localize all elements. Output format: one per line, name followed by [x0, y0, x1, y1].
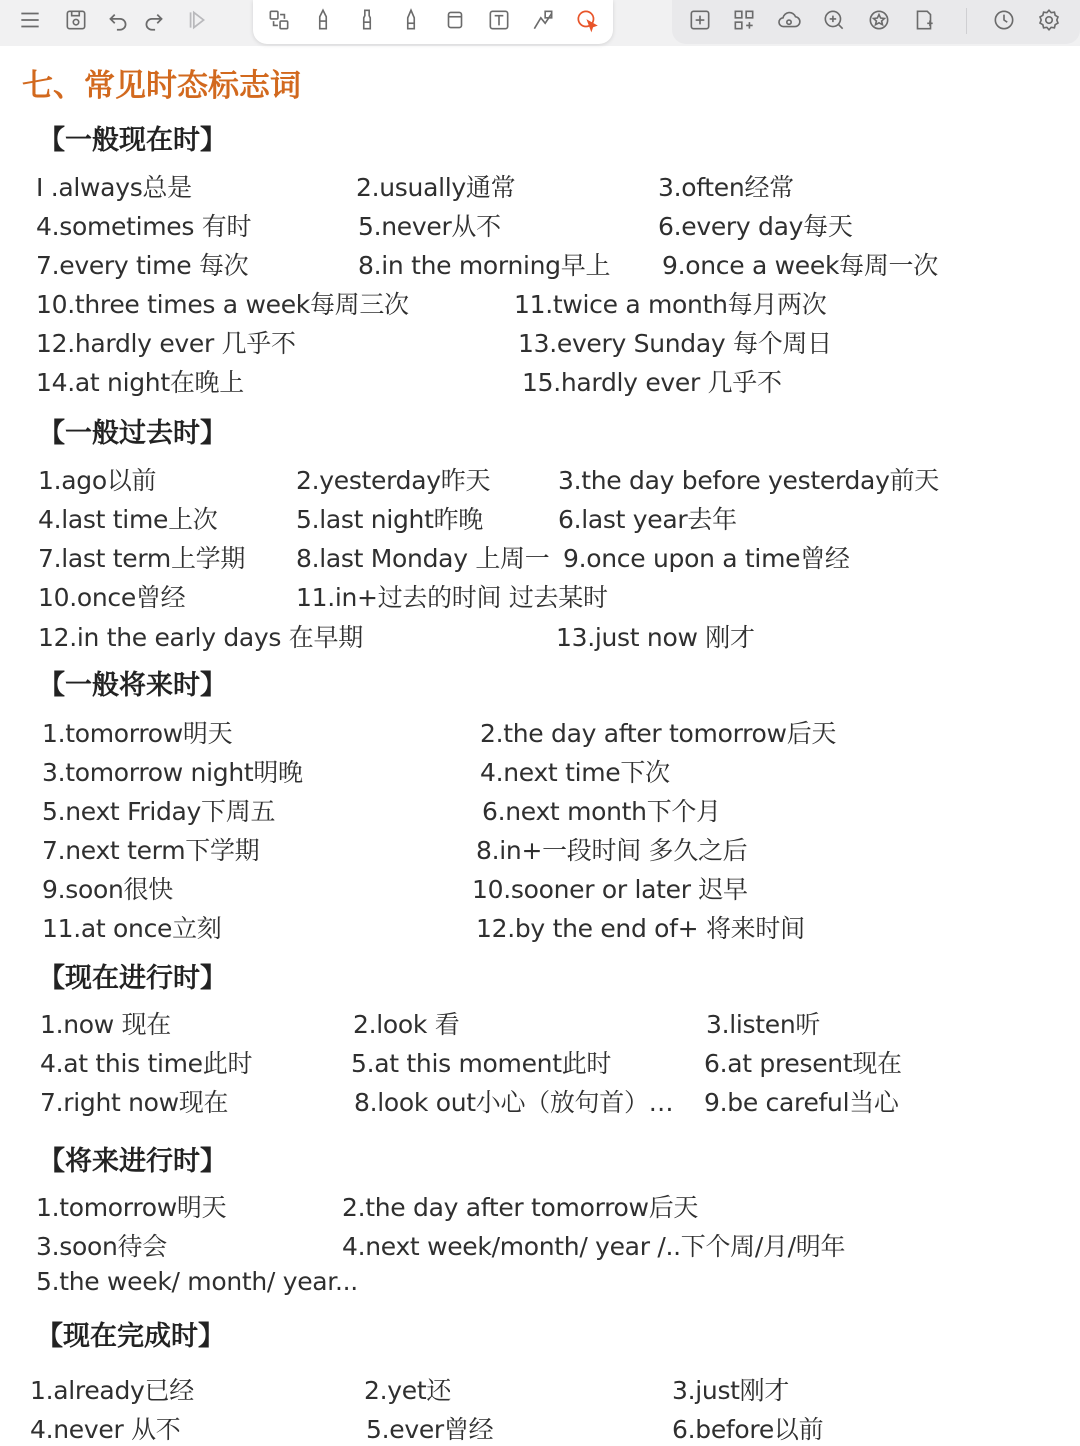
list-item: 8.in+一段时间 多久之后	[476, 836, 748, 865]
list-item: 12.by the end of+ 将来时间	[476, 914, 805, 943]
list-item: 6.before以前	[672, 1415, 824, 1444]
list-item: 5.never从不	[358, 212, 501, 241]
list-item: 14.at night在晚上	[36, 368, 244, 397]
settings-icon[interactable]	[1031, 5, 1067, 35]
list-item: 10.three times a week每周三次	[36, 290, 409, 319]
cloud-sync-icon[interactable]	[771, 5, 807, 35]
list-item: 8.look out小心（放句首）…	[354, 1088, 674, 1117]
eraser-icon[interactable]	[437, 5, 473, 35]
list-item: 5.the week/ month/ year...	[36, 1267, 358, 1296]
top-toolbar	[0, 0, 1080, 46]
list-item: 6.at present现在	[704, 1049, 902, 1078]
list-item: I .always总是	[36, 173, 192, 202]
list-item: 9.soon很快	[42, 875, 173, 904]
list-item: 9.be careful当心	[704, 1088, 899, 1117]
bookmark-add-icon[interactable]	[906, 5, 942, 35]
list-item: 6.next month下个月	[482, 797, 721, 826]
undo-icon[interactable]	[100, 5, 136, 35]
section-heading-future-continuous: 【将来进行时】	[38, 1146, 227, 1177]
list-item: 9.once upon a time曾经	[563, 544, 850, 573]
list-item: 4.next time下次	[480, 758, 670, 787]
list-item: 3.listen听	[706, 1010, 821, 1039]
menu-icon[interactable]	[12, 5, 48, 35]
list-item: 10.sooner or later 迟早	[472, 875, 748, 904]
list-item: 6.every day每天	[658, 212, 853, 241]
list-item: 1.now 现在	[40, 1010, 171, 1039]
list-item: 2.yet还	[364, 1376, 452, 1405]
list-item: 1.ago以前	[38, 466, 157, 495]
list-item: 2.the day after tomorrow后天	[342, 1193, 699, 1222]
list-item: 9.once a week每周一次	[662, 251, 938, 280]
list-item: 13.every Sunday 每个周日	[518, 329, 832, 358]
list-item: 5.at this moment此时	[351, 1049, 612, 1078]
section-heading-simple-present: 【一般现在时】	[38, 125, 227, 156]
list-item: 1.tomorrow明天	[42, 719, 233, 748]
text-box-icon[interactable]	[481, 5, 517, 35]
list-item: 10.once曾经	[38, 583, 186, 612]
list-item: 7.every time 每次	[36, 251, 249, 280]
list-item: 5.ever曾经	[366, 1415, 494, 1444]
list-item: 3.just刚才	[672, 1376, 790, 1405]
list-item: 12.hardly ever 几乎不	[36, 329, 296, 358]
pen-icon[interactable]	[305, 5, 341, 35]
section-heading-present-perfect: 【现在完成时】	[36, 1321, 225, 1352]
drawing-tools-group	[253, 0, 613, 44]
list-item: 11.at once立刻	[42, 914, 222, 943]
list-item: 2.the day after tomorrow后天	[480, 719, 837, 748]
list-item: 1.tomorrow明天	[36, 1193, 227, 1222]
list-item: 4.sometimes 有时	[36, 212, 252, 241]
list-item: 4.never 从不	[30, 1415, 181, 1444]
list-item: 15.hardly ever 几乎不	[522, 368, 782, 397]
list-item: 6.last year去年	[558, 505, 737, 534]
save-icon[interactable]	[58, 5, 94, 35]
add-page-icon[interactable]	[682, 5, 718, 35]
history-icon[interactable]	[986, 5, 1022, 35]
lasso-select-icon[interactable]	[261, 5, 297, 35]
highlighter-icon[interactable]	[349, 5, 385, 35]
list-item: 4.next week/month/ year /..下个周/月/明年	[342, 1232, 846, 1261]
list-item: 1.already已经	[30, 1376, 194, 1405]
list-item: 4.last time上次	[38, 505, 218, 534]
pencil-icon[interactable]	[393, 5, 429, 35]
section-heading-simple-past: 【一般过去时】	[38, 418, 227, 449]
list-item: 12.in the early days 在早期	[38, 623, 363, 652]
laser-pointer-icon[interactable]	[569, 5, 605, 35]
section-heading-present-continuous: 【现在进行时】	[38, 963, 227, 994]
list-item: 2.usually通常	[356, 173, 516, 202]
list-item: 3.the day before yesterday前天	[558, 466, 939, 495]
favorite-icon[interactable]	[861, 5, 897, 35]
list-item: 4.at this time此时	[40, 1049, 253, 1078]
list-item: 2.yesterday昨天	[296, 466, 491, 495]
list-item: 3.soon待会	[36, 1232, 167, 1261]
list-item: 8.last Monday 上周一	[296, 544, 550, 573]
section-heading-simple-future: 【一般将来时】	[38, 670, 227, 701]
list-item: 3.tomorrow night明晚	[42, 758, 303, 787]
play-icon[interactable]	[178, 5, 214, 35]
page-tools-group	[672, 0, 1080, 44]
toolbar-divider	[966, 8, 967, 34]
shape-icon[interactable]	[525, 5, 561, 35]
list-item: 13.just now 刚才	[556, 623, 755, 652]
list-item: 2.look 看	[353, 1010, 460, 1039]
grid-view-icon[interactable]	[726, 5, 762, 35]
list-item: 7.right now现在	[40, 1088, 229, 1117]
list-item: 11.in+过去的时间 过去某时	[296, 583, 608, 612]
list-item: 5.last night昨晚	[296, 505, 483, 534]
list-item: 11.twice a month每月两次	[514, 290, 827, 319]
list-item: 5.next Friday下周五	[42, 797, 276, 826]
list-item: 7.last term上学期	[38, 544, 246, 573]
zoom-in-icon[interactable]	[816, 5, 852, 35]
page-title: 七、常见时态标志词	[22, 68, 301, 104]
list-item: 8.in the morning早上	[358, 251, 611, 280]
list-item: 3.often经常	[658, 173, 794, 202]
redo-icon[interactable]	[136, 5, 172, 35]
list-item: 7.next term下学期	[42, 836, 260, 865]
